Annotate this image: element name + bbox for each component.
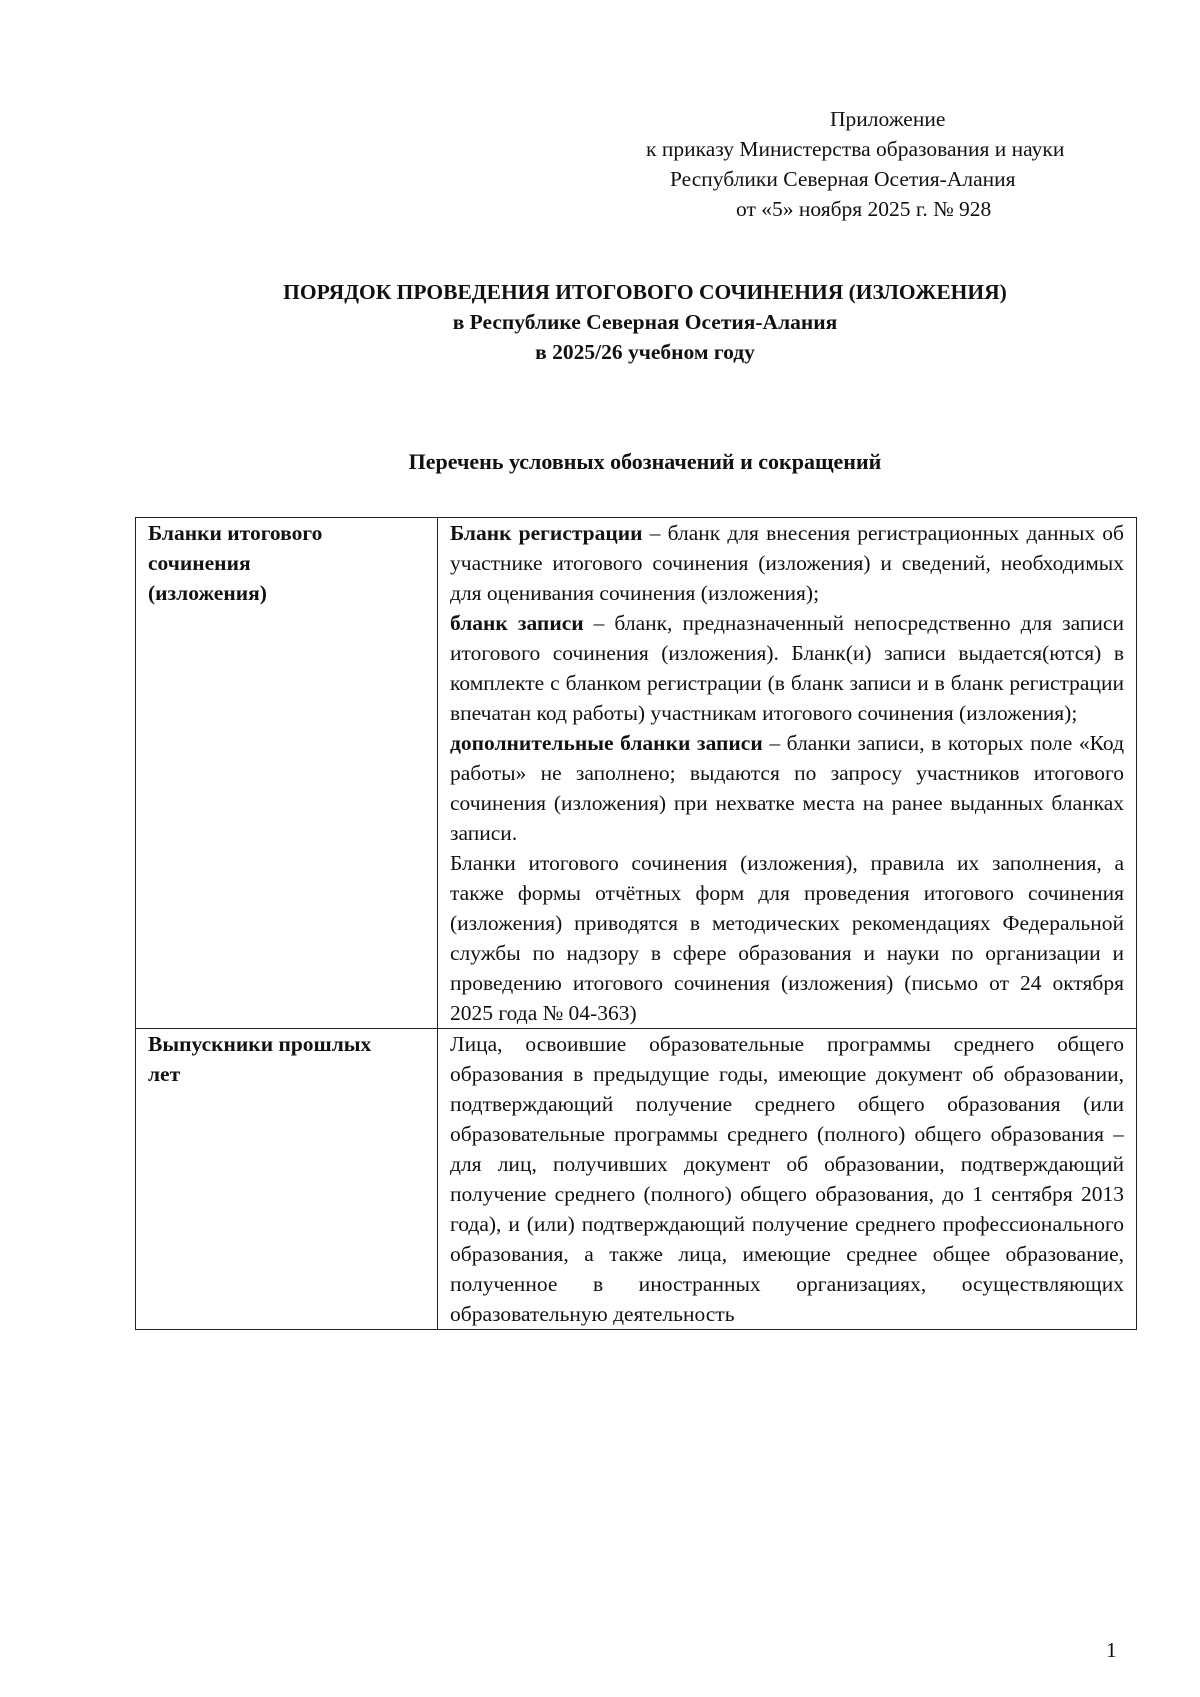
definition-note: Бланки итогового сочинения (изложения), правила их заполнения, а также формы отчётных форм для проведения итогового сочинения (изложения) приводятся в методических рекомендациях Федеральной службы по надзору в сфере образования и науки по организации и проведению итогового сочинения (изложения) (письмо от 24 октября 2025 года № 04-363) [450, 851, 1124, 1025]
definition-cell [438, 1029, 1137, 1330]
table-row [136, 518, 1137, 1029]
title-line-1: ПОРЯДОК ПРОВЕДЕНИЯ ИТОГОВОГО СОЧИНЕНИЯ (ИЗЛОЖЕНИЯ) [283, 280, 1007, 304]
document-title [0, 277, 1200, 367]
definition-paragraph [450, 608, 1124, 728]
appendix-label: Приложение [830, 107, 946, 131]
defined-term: бланк записи [450, 611, 584, 635]
term-line: лет [148, 1062, 181, 1086]
page-number: 1 [1106, 1638, 1117, 1662]
abbreviations-table [135, 517, 1137, 1330]
appendix-republic: Республики Северная Осетия-Алания [670, 167, 1016, 191]
definition-text: – бланки записи, в которых поле «Код работы» не заполнено; выдаются по запросу участников итогового сочинения (изложения) при нехватке места на ранее выданных бланках записи. [450, 731, 1125, 845]
definition-paragraph: Лица, освоившие образовательные программы среднего общего образования в предыдущие годы, имеющие документ об образовании, подтверждающий получение среднего общего образования (или образовательные программы среднего (полного) общего образования – для лиц, получивших документ об образовании, подтверждающий получение среднего (полного) общего образования, до 1 сентября 2013 года), и (или) подтверждающий получение среднего профессионального образования, а также лица, имеющие среднее общее образование, полученное в иностранных организациях, осуществляющих образовательную деятельность [450, 1032, 1124, 1326]
appendix-order-ref: к приказу Министерства образования и науки [646, 137, 1065, 161]
definition-text: – бланк для внесения регистрационных данных об участнике итогового сочинения (изложения) и сведений, необходимых для оценивания сочинения (изложения); [450, 521, 1124, 605]
definition-text: – бланк, предназначенный непосредственно для записи итогового сочинения (изложения). Бланк(и) записи выдается(ются) в комплекте с бланком регистрации (в бланк записи и в бланк регистрации впечатан код работы) участникам итогового сочинения (изложения); [450, 611, 1124, 725]
term-line: Выпускники прошлых [148, 1032, 372, 1056]
title-line-2: в Республике Северная Осетия-Алания [452, 310, 838, 334]
defined-term: Бланк регистрации [450, 521, 643, 545]
term-cell [136, 518, 438, 1029]
title-line-3: в 2025/26 учебном году [535, 340, 755, 364]
definition-paragraph [450, 518, 1124, 608]
table-row [136, 1029, 1137, 1330]
term-cell [136, 1029, 438, 1330]
appendix-date: от «5» ноября 2025 г. № 928 [736, 197, 992, 221]
section-heading: Перечень условных обозначений и сокращений [408, 449, 882, 474]
term-line: Бланки итогового [148, 521, 323, 545]
defined-term: дополнительные бланки записи [450, 731, 763, 755]
definition-cell [438, 518, 1137, 1029]
term-line: (изложения) [148, 581, 267, 605]
appendix-header [640, 104, 1160, 224]
term-line: сочинения [148, 551, 251, 575]
definition-paragraph [450, 728, 1124, 848]
